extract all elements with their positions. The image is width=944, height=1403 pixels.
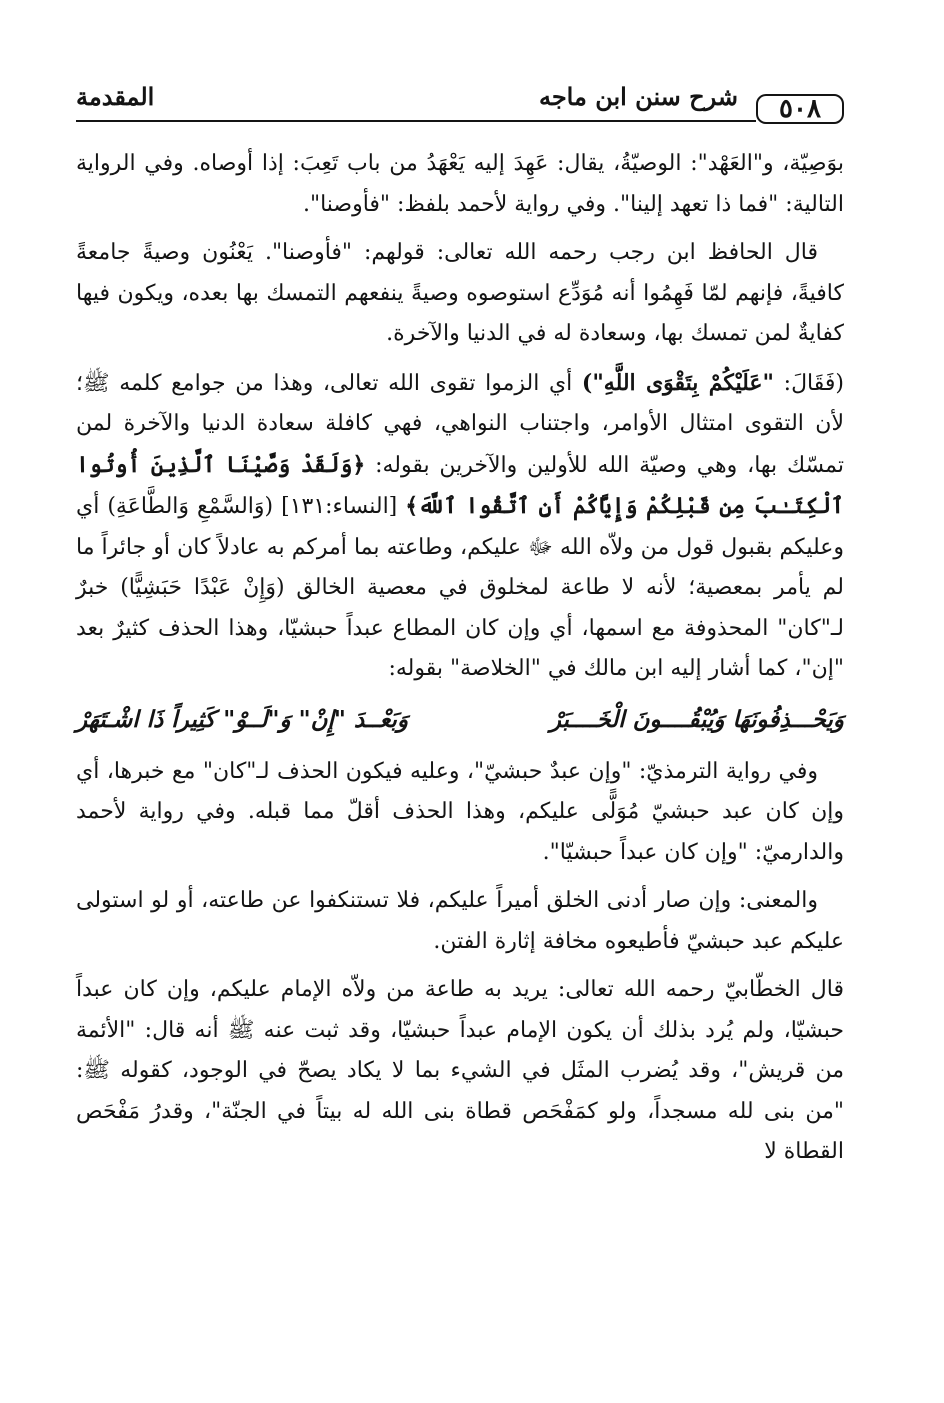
paragraph-6: قال الخطّابيّ رحمه الله تعالى: يريد به طاعة من ولاّه الإمام عليكم، وإن كان عبداً حبشيّا، ولم يُرد بذلك أن يكون الإمام عبداً حبشيّا، وقد ثبت عنه ﷺ أنه قال: "الأئمة من قريش"، وقد يُضرب المثَل في الشيء بما لا يكاد يصحّ في الوجود، كقوله ﷺ: "من بنى لله مسجداً، ولو كمَفْحَص قطاة بنى الله له بيتاً في الجنّة"، وقدرُ مَفْحَص القطاة لا [76,977,844,1164]
paragraph-4: وفي رواية الترمذيّ: "وإن عبدٌ حبشيّ"، وعليه فيكون الحذف لـ"كان" مع خبرها، أي وإن كان عبد حبشيّ مُوَلًّى عليكم، وهذا الحذف أقلّ مما قبله. وفي رواية لأحمد والدارميّ: "وإن كان عبداً حبشيّا". [76,758,844,865]
poem-first-hemistich: وَيَحْـــذِفُونَهَا وَيُبْقُــــونَ الْخَــــبَرْ [549,705,844,733]
paragraph-5: والمعنى: وإن صار أدنى الخلق أميراً عليكم، فلا تستنكفوا عن طاعته، أو لو استولى عليكم عبد حبشيّ فأطيعوه مخافة إثارة الفتن. [76,888,844,954]
body-text [76,144,844,1173]
paragraph-3-post: [النساء:١٣١] (وَالسَّمْعِ وَالطَّاعَةِ) أي وعليكم بقبول قول من ولاّه الله ﷻ عليكم، وطاعته بما أمركم به عادلاً كان أو جائراً ما لم يأمر بمعصية؛ لأنه لا طاعة لمخلوق في معصية الخالق (وَإِنْ عَبْدًا حَبَشِيًّا) خبرٌ لـ"كان" المحذوفة مع اسمها، أي وإن كان المطاع عبداً حبشيّا، وهذا الحذف كثيرٌ بعد "إن"، كما أشار إليه ابن مالك في "الخلاصة" بقوله: [76,494,844,681]
paragraph-3-mid: أي الزموا تقوى الله تعالى، وهذا من جوامع كلمه ﷺ؛ لأن التقوى امتثال الأوامر، واجتناب النواهي، فهي كافلة سعادة الدنيا والآخرة لمن تمسّك بها، وهي وصيّة الله للأولين والآخرين بقوله: [76,370,844,478]
section-title: المقدمة [76,82,155,111]
poem-line [76,698,844,742]
page-number: ٥٠٨ [756,94,844,124]
page-header [76,80,844,128]
paragraph-3-pre: (فَقَالَ: [774,370,844,396]
book-page [76,80,844,1181]
hadith-text: "عَلَيْكُمْ بِتَقْوَى اللَّهِ") [581,369,775,396]
paragraph-3 [76,363,844,690]
header-rule [76,120,756,122]
poem-second-hemistich: وَبَعْــدَ "إِنْ" وَ"لَــوْ" كَثِيراً ذَا اشْـتَهَرْ [76,705,409,733]
paragraph-1: بوَصِيّة، و"العَهْد": الوصيّةُ، يقال: عَهِدَ إليه يَعْهَدُ من باب تَعِبَ: إذا أوصاه. وفي الرواية التالية: "فما ذا تعهد إلينا". وفي رواية لأحمد بلفظ: "فأوصنا". [76,151,844,217]
quran-verse: ﴿وَلَقَدْ وَصَّيْنَا ٱلَّذِينَ أُوتُوا ٱلْكِتَـٰبَ مِن قَبْلِكُمْ وَإِيَّاكُمْ أَنِ ٱتَّقُوا ٱللَّهَ﴾ [76,451,844,519]
book-title: شرح سنن ابن ماجه [538,82,738,111]
paragraph-2: قال الحافظ ابن رجب رحمه الله تعالى: قولهم: "فأوصنا". يَعْنُون وصيةً جامعةً كافيةً، فإنهم لمّا فَهِمُوا أنه مُوَدِّع استوصوه وصيةً ينفعهم التمسك بها بعده، ويكون فيها كفايةٌ لمن تمسك بها، وسعادة له في الدنيا والآخرة. [76,240,844,346]
